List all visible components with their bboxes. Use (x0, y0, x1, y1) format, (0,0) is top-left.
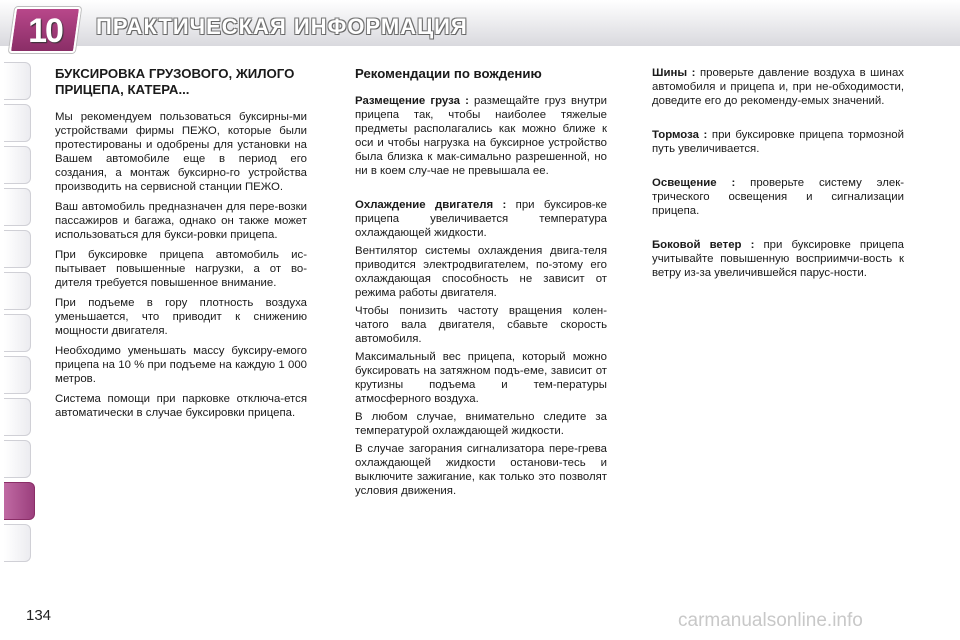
paragraph: Необходимо уменьшать массу буксиру-емого прицепа на 10 % при подъеме на каждую 1 000 метров. (55, 345, 307, 385)
section-heading-towing: БУКСИРОВКА ГРУЗОВОГО, ЖИЛОГО ПРИЦЕПА, КАТЕРА... (55, 66, 295, 97)
text-lights: проверьте систему элек-трического освещения и сигнализации прицепа. (652, 177, 904, 217)
label-cooling: Охлаждение двигателя : (355, 199, 507, 211)
paragraph: В любом случае, внимательно следите за температурой охлаждающей жидкости. (355, 411, 607, 437)
page-number: 134 (26, 607, 52, 624)
chapter-tab[interactable] (4, 314, 31, 352)
chapter-tabs (0, 62, 34, 566)
paragraph: Вентилятор системы охлаждения двига-теля приводится электродвигателем, по-этому его охлаждающая способность не зависит от режима работы двигателя. (355, 245, 607, 299)
chapter-tab[interactable] (4, 356, 31, 394)
paragraph: Мы рекомендуем пользоваться буксирны-ми устройствами фирмы ПЕЖО, которые были протестированы и одобрены для установки на Вашем автомобиле еще в период его создания, а монтаж буксирно-го устройства производить на сервисной станции ПЕЖО. (55, 111, 307, 193)
label-wind: Боковой ветер : (652, 239, 755, 251)
text-wind: при буксировке прицепа учитывайте повышенную восприимчи-вость к ветру из-за увеличившейся парус-ности. (652, 239, 904, 279)
paragraph: Ваш автомобиль предназначен для пере-возки пассажиров и багажа, однако он также может использоваться для букси-ровки прицепа. (55, 201, 307, 241)
text-load: размещайте груз внутри прицепа так, чтобы наиболее тяжелые предметы располагались как можно ближе к оси и чтобы нагрузка на буксирное устройство была близка к мак-симально разрешенной, но ни в коем слу-чае не превышала ее. (355, 95, 607, 177)
paragraph-cooling (355, 198, 607, 240)
section-heading-driving: Рекомендации по вождению (355, 66, 542, 81)
watermark: carmanualsonline.info (678, 610, 863, 631)
paragraph: В случае загорания сигнализатора пере-грева охлаждающей жидкости останови-тесь и выключите зажигание, как только это позволят условия движения. (355, 443, 607, 497)
chapter-number: 10 (28, 12, 62, 50)
paragraph: Максимальный вес прицепа, который можно буксировать на затяжном подъ-еме, зависит от крутизны подъема и тем-пературы атмосферного воздуха. (355, 351, 607, 405)
text-cooling: при буксиров-ке прицепа увеличивается температура охлаждающей жидкости. (355, 199, 607, 239)
chapter-tab[interactable] (4, 188, 31, 226)
chapter-tab-active[interactable] (4, 482, 35, 520)
label-load: Размещение груза : (355, 95, 469, 107)
chapter-tab[interactable] (4, 104, 31, 142)
paragraph: При буксировке прицепа автомобиль ис-пытывает повышенные нагрузки, а от во-дителя требуется повышенное внимание. (55, 249, 307, 289)
paragraph-lights (652, 176, 904, 218)
chapter-tab[interactable] (4, 440, 31, 478)
chapter-tab[interactable] (4, 62, 31, 100)
column-towing (55, 66, 307, 426)
paragraph: При подъеме в гору плотность воздуха уменьшается, что приводит к снижению мощности двигателя. (55, 297, 307, 337)
chapter-tab[interactable] (4, 272, 31, 310)
paragraph-brakes (652, 128, 904, 156)
paragraph-wind (652, 238, 904, 280)
chapter-title: ПРАКТИЧЕСКАЯ ИНФОРМАЦИЯ (96, 14, 468, 39)
text-brakes: при буксировке прицепа тормозной путь увеличивается. (652, 129, 904, 155)
chapter-tab[interactable] (4, 398, 31, 436)
label-brakes: Тормоза : (652, 129, 708, 141)
chapter-tab[interactable] (4, 146, 31, 184)
paragraph-load (355, 94, 607, 178)
paragraph: Система помощи при парковке отключа-ется автоматически в случае буксировки прицепа. (55, 393, 307, 419)
label-lights: Освещение : (652, 177, 736, 189)
chapter-tab[interactable] (4, 524, 31, 562)
text-tires: проверьте давление воздуха в шинах автомобиля и прицепа и, при не-обходимости, доведите его до рекоменду-емых значений. (652, 67, 905, 107)
column-checks (652, 66, 904, 284)
paragraph: Чтобы понизить частоту вращения колен-чатого вала двигателя, сбавьте скорость автомобиля. (355, 305, 607, 345)
chapter-tab[interactable] (4, 230, 31, 268)
column-driving-advice (355, 66, 607, 502)
label-tires: Шины : (652, 67, 696, 79)
paragraph-tires (652, 66, 904, 108)
